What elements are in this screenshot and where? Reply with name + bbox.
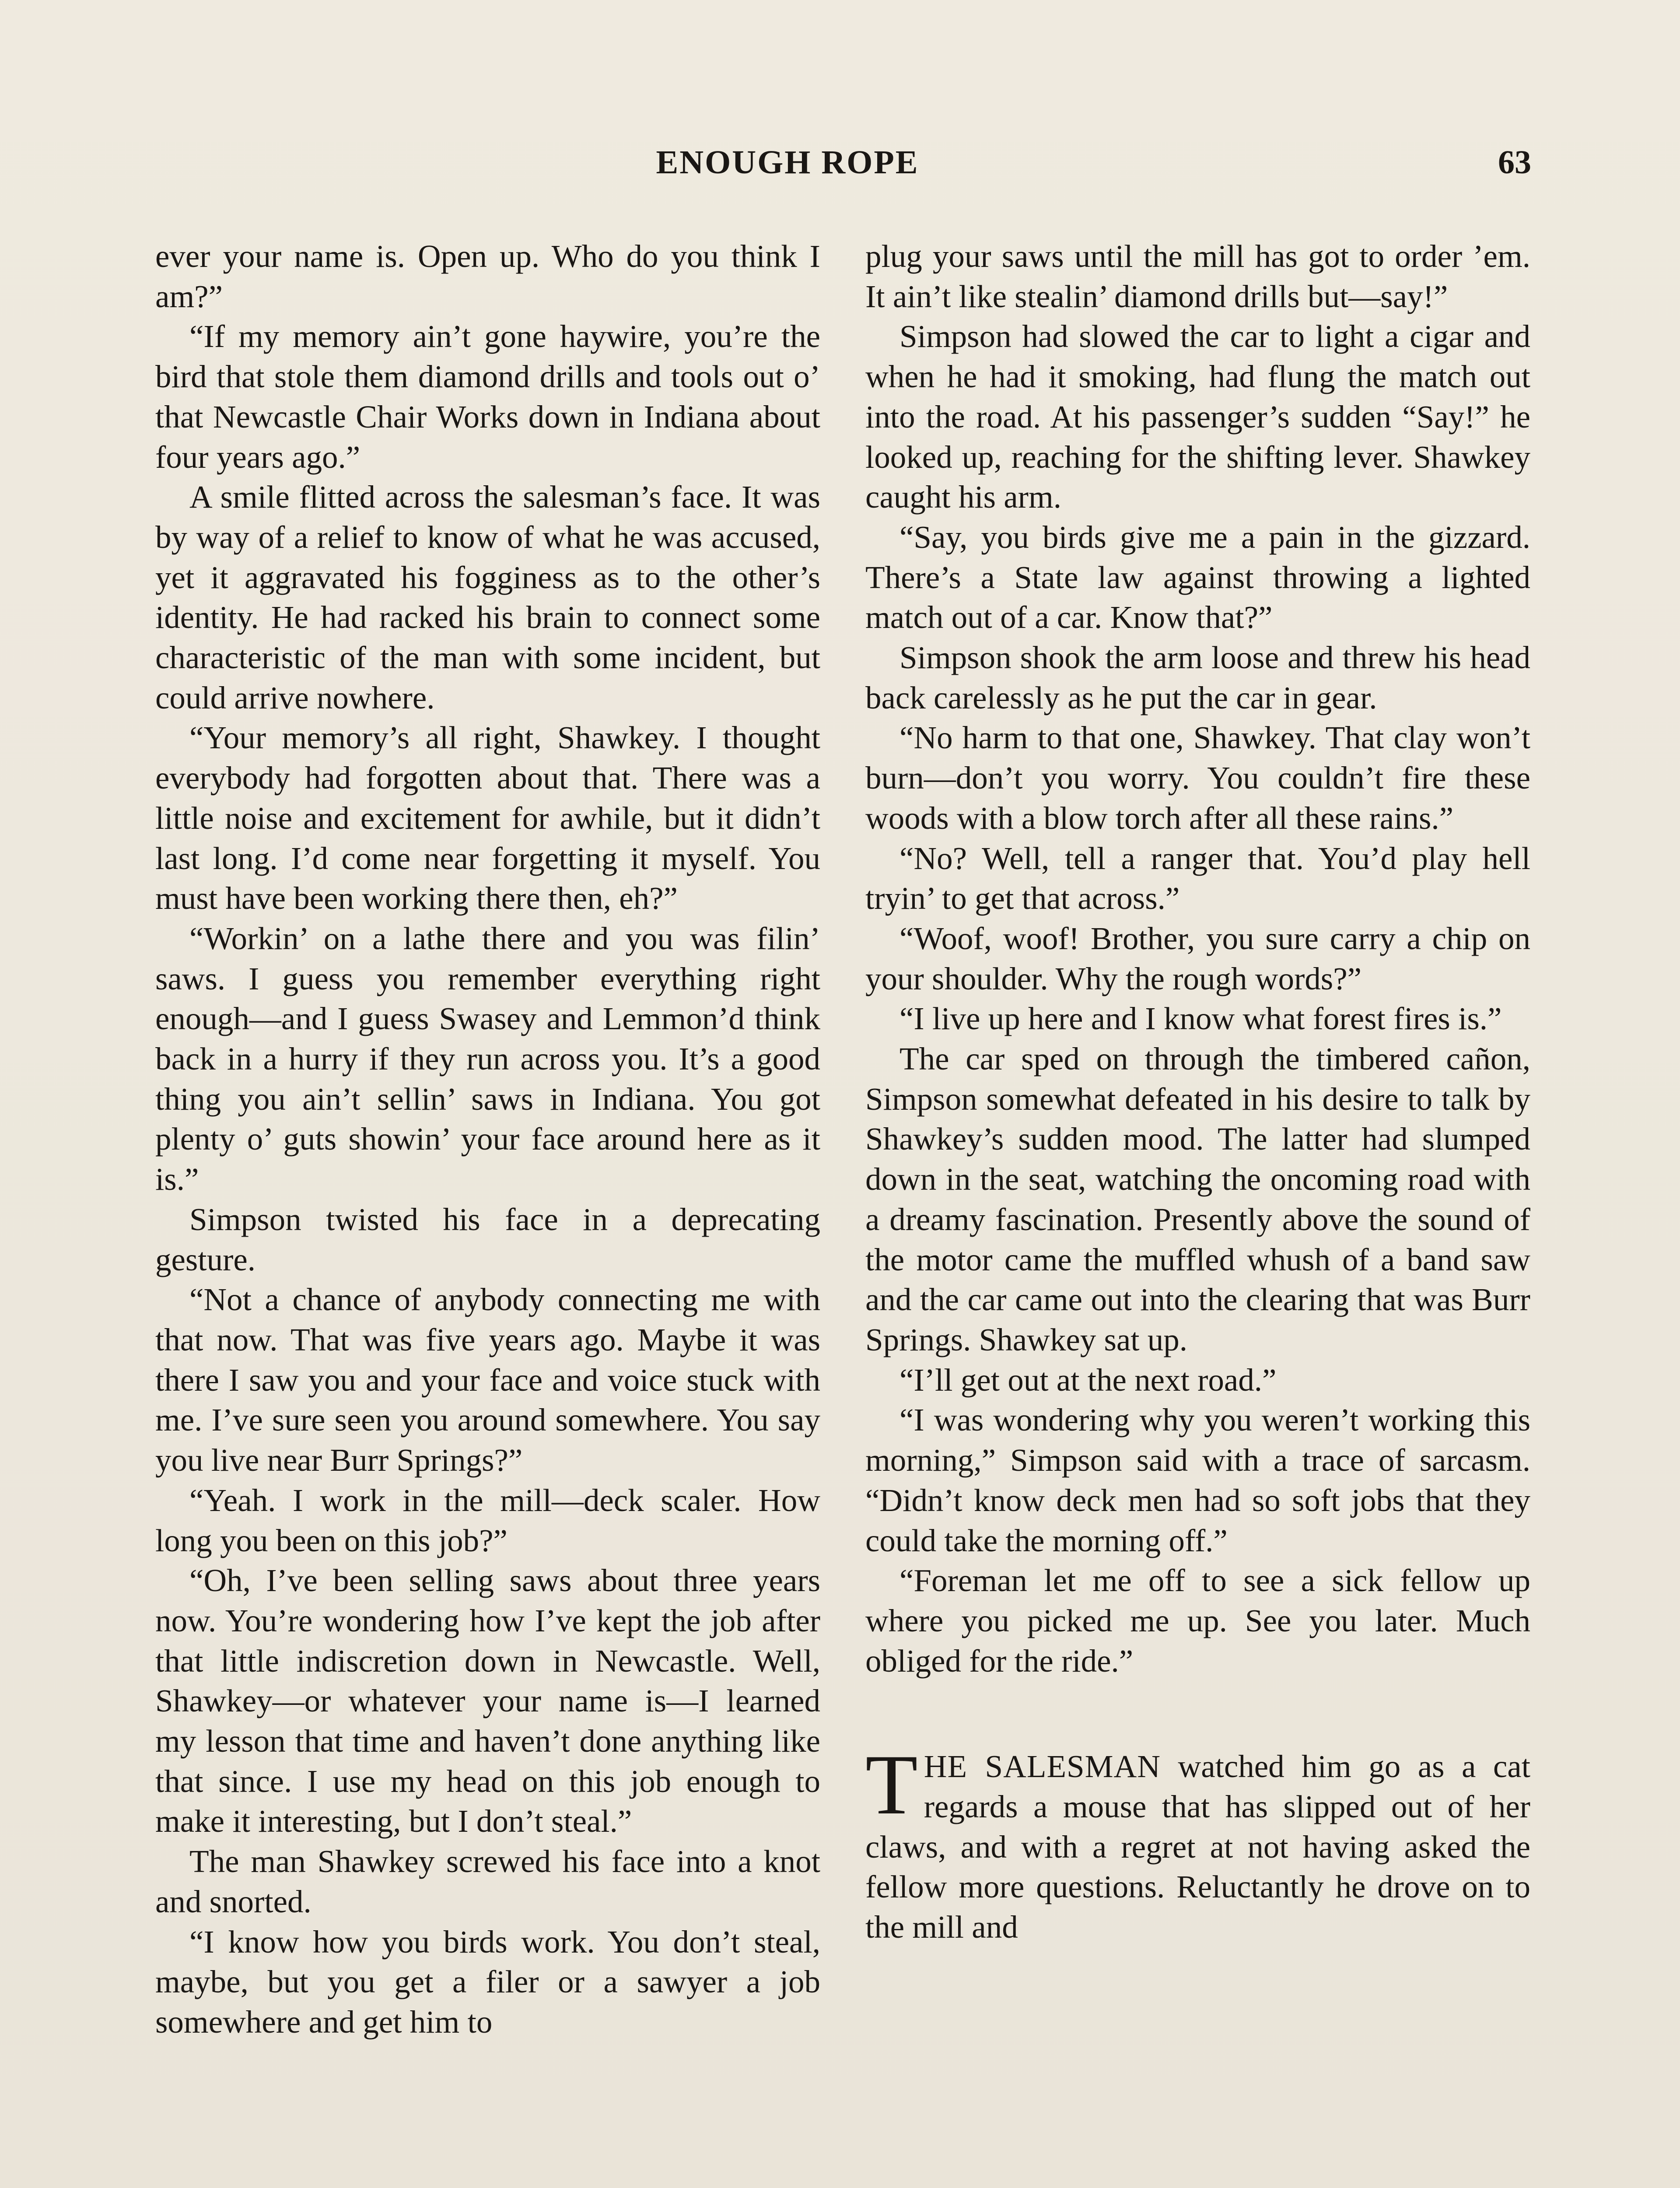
paragraph: “Your memory’s all right, Shawkey. I thought everybody had forgotten about that. There was a little noise and excitement for awhile, but it didn’t last long. I’d come near forgetting it myself. You must have been working there then, eh?” bbox=[155, 720, 820, 916]
drop-cap: T bbox=[865, 1737, 918, 1833]
paragraph: “I live up here and I know what forest fires is.” bbox=[900, 1001, 1502, 1037]
paragraph: plug your saws until the mill has got to order ’em. It ain’t like stealin’ diamond drills but—say!” bbox=[865, 238, 1530, 314]
paragraph: A smile flitted across the salesman’s face. It was by way of a relief to know of what he was accused, yet it aggravated his fogginess as to the other’s identity. He had racked his brain to connect some characteristic of the man with some incident, but could arrive nowhere. bbox=[155, 479, 820, 715]
section-opening-paragraph bbox=[865, 1737, 1530, 1947]
paragraph: “Foreman let me off to see a sick fellow up where you picked me up. See you later. Much obliged for the ride.” bbox=[865, 1563, 1530, 1679]
lead-in-smallcaps: HE SALESMAN bbox=[924, 1749, 1161, 1785]
paragraph: ever your name is. Open up. Who do you think I am?” bbox=[155, 238, 820, 314]
paragraph: “Say, you birds give me a pain in the gizzard. There’s a State law against throwing a lighted match out of a car. Know that?” bbox=[865, 519, 1530, 635]
paragraph: “No harm to that one, Shawkey. That clay won’t burn—don’t you worry. You couldn’t fire these woods with a blow torch after all these rains.” bbox=[865, 720, 1530, 836]
right-column bbox=[865, 236, 1530, 1947]
paragraph: “I was wondering why you weren’t working this morning,” Simpson said with a trace of sarcasm. “Didn’t know deck men had so soft jobs that they could take the morning off.” bbox=[865, 1402, 1530, 1558]
paragraph: The car sped on through the timbered cañon, Simpson somewhat defeated in his desire to talk by Shawkey’s sudden mood. The latter had slumped down in the seat, watching the oncoming road with a dreamy fascination. Presently above the sound of the motor came the muffled whush of a band saw and the car came out into the clearing that was Burr Springs. Shawkey sat up. bbox=[865, 1041, 1530, 1357]
running-head-title: ENOUGH ROPE bbox=[656, 144, 919, 181]
left-column bbox=[155, 236, 820, 2042]
paragraph-text: watched him go as a cat regards a mouse that has slipped out of her claws, and with a regret at not having asked the fellow more questions. Reluctantly he drove on to the mill and bbox=[865, 1749, 1530, 1945]
paragraph: “Workin’ on a lathe there and you was filin’ saws. I guess you remember everything right enough—and I guess Swasey and Lemmon’d think back in a hurry if they run across you. It’s a good thing you ain’t sellin’ saws in Indiana. You got plenty o’ guts showin’ your face around here as it is.” bbox=[155, 920, 820, 1197]
paragraph: Simpson shook the arm loose and threw his head back carelessly as he put the car in gear. bbox=[865, 640, 1530, 715]
paragraph: “Not a chance of anybody connecting me with that now. That was five years ago. Maybe it was there I saw you and your face and voice stuck with me. I’ve sure seen you around somewhere. You say you live near Burr Springs?” bbox=[155, 1282, 820, 1478]
paragraph: “Oh, I’ve been selling saws about three years now. You’re wondering how I’ve kept the job after that little indiscretion down in Newcastle. Well, Shawkey—or whatever your name is—I learned my lesson that time and haven’t done anything like that since. I use my head on this job enough to make it interesting, but I don’t steal.” bbox=[155, 1563, 820, 1839]
paragraph: The man Shawkey screwed his face into a knot and snorted. bbox=[155, 1844, 820, 1919]
paragraph: “If my memory ain’t gone haywire, you’re the bird that stole them diamond drills and tools out o’ that Newcastle Chair Works down in Indiana about four years ago.” bbox=[155, 319, 820, 475]
running-head bbox=[0, 144, 1680, 192]
paragraph: “No? Well, tell a ranger that. You’d play hell tryin’ to get that across.” bbox=[865, 840, 1530, 916]
paragraph: Simpson twisted his face in a deprecating gesture. bbox=[155, 1201, 820, 1277]
paragraph: “I’ll get out at the next road.” bbox=[900, 1362, 1277, 1398]
paragraph: Simpson had slowed the car to light a cigar and when he had it smoking, had flung the match out into the road. At his passenger’s sudden “Say!” he looked up, reaching for the shifting lever. Shawkey caught his arm. bbox=[865, 319, 1530, 515]
paragraph: “I know how you birds work. You don’t steal, maybe, but you get a filer or a sawyer a job somewhere and get him to bbox=[155, 1924, 820, 2040]
page-number: 63 bbox=[1498, 144, 1531, 181]
paragraph: “Woof, woof! Brother, you sure carry a chip on your shoulder. Why the rough words?” bbox=[865, 920, 1530, 996]
paragraph: “Yeah. I work in the mill—deck scaler. How long you been on this job?” bbox=[155, 1482, 820, 1558]
